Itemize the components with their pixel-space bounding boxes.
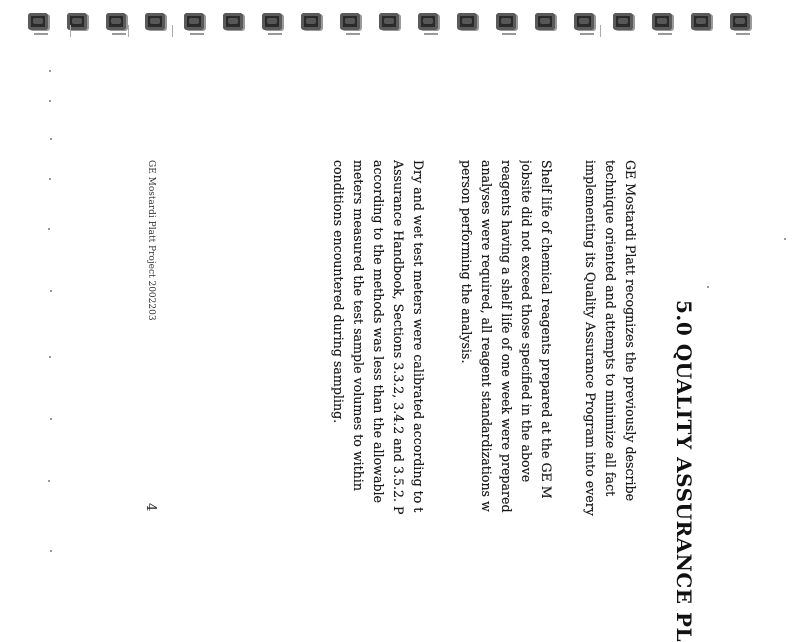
scan-speck	[784, 238, 786, 240]
rotated-document-page	[64, 160, 724, 642]
paragraph-line: jobsite did not exceed those specified in the above	[519, 160, 534, 483]
paragraph-line: conditions encountered during sampling.	[331, 160, 346, 424]
paragraph-line: Dry and wet test meters were calibrated according to t	[411, 160, 426, 513]
paragraph-line: GE Mostardi Platt recognizes the previously describe	[623, 160, 638, 502]
section-title: 5.0 QUALITY ASSURANCE PL	[672, 300, 696, 642]
paragraph-reagent-shelf-life	[456, 160, 556, 620]
paragraph-line: according to the methods was less than the allowable	[371, 160, 386, 503]
paragraph-line: analyses were required, all reagent standardizations w	[479, 160, 494, 512]
scan-speck	[48, 228, 50, 230]
binder-ring-shadow	[268, 33, 282, 35]
paragraph-line: Assurance Handbook, Sections 3.3.2, 3.4.2 and 3.5.2. P	[391, 160, 406, 515]
binder-ring-shadow	[736, 33, 750, 35]
scan-speck	[49, 356, 51, 358]
binder-ring-tick	[128, 25, 129, 37]
binder-ring-icon	[223, 13, 243, 30]
footer-project-number: GE Mostardi Platt Project 2002203	[146, 160, 156, 321]
paragraph-line: reagents having a shelf life of one week were prepared	[499, 160, 514, 513]
binder-ring-icon	[496, 13, 516, 30]
binder-ring-tick	[172, 25, 173, 37]
binder-ring-shadow	[502, 33, 516, 35]
paragraph-qa-program	[580, 160, 640, 620]
scan-speck	[50, 138, 52, 140]
footer-page-number: 4	[143, 503, 158, 512]
binder-ring-shadow	[190, 33, 204, 35]
binder-ring-icon	[106, 13, 126, 30]
binder-ring-icon	[184, 13, 204, 30]
binder-ring-shadow	[112, 33, 126, 35]
scan-speck	[49, 178, 51, 180]
binder-ring-icon	[691, 13, 711, 30]
binder-ring-icon	[379, 13, 399, 30]
paragraph-line: Shelf life of chemical reagents prepared at the GE M	[539, 160, 554, 499]
binder-ring-icon	[730, 13, 750, 30]
binder-ring-shadow	[658, 33, 672, 35]
scan-speck	[50, 550, 52, 552]
scan-speck	[48, 480, 50, 482]
binder-ring-shadow	[580, 33, 594, 35]
binder-ring-icon	[535, 13, 555, 30]
scan-speck	[50, 418, 52, 420]
binder-ring-icon	[340, 13, 360, 30]
paragraph-line: technique oriented and attempts to minimize all fact	[603, 160, 618, 497]
binder-ring-icon	[28, 13, 48, 30]
scan-speck	[50, 290, 52, 292]
binder-ring-tick	[600, 25, 601, 37]
binder-ring-shadow	[346, 33, 360, 35]
scan-speck	[49, 100, 51, 102]
binder-ring-icon	[613, 13, 633, 30]
paragraph-line: person performing the analysis.	[459, 160, 474, 364]
binder-ring-shadow	[424, 33, 438, 35]
binder-ring-icon	[145, 13, 165, 30]
binder-ring-shadow	[34, 33, 48, 35]
binder-ring-icon	[574, 13, 594, 30]
paragraph-line: implementing its Quality Assurance Program into every	[583, 160, 598, 516]
binder-ring-icon	[301, 13, 321, 30]
binder-ring-icon	[418, 13, 438, 30]
scan-speck	[49, 70, 51, 72]
binder-ring-icon	[457, 13, 477, 30]
binder-ring-icon	[262, 13, 282, 30]
binder-ring-tick	[70, 25, 71, 37]
binder-ring-strip	[0, 0, 800, 44]
paragraph-line: meters measured the test sample volumes to within	[351, 160, 366, 491]
binder-ring-icon	[652, 13, 672, 30]
paragraph-meter-calibration	[328, 160, 428, 620]
